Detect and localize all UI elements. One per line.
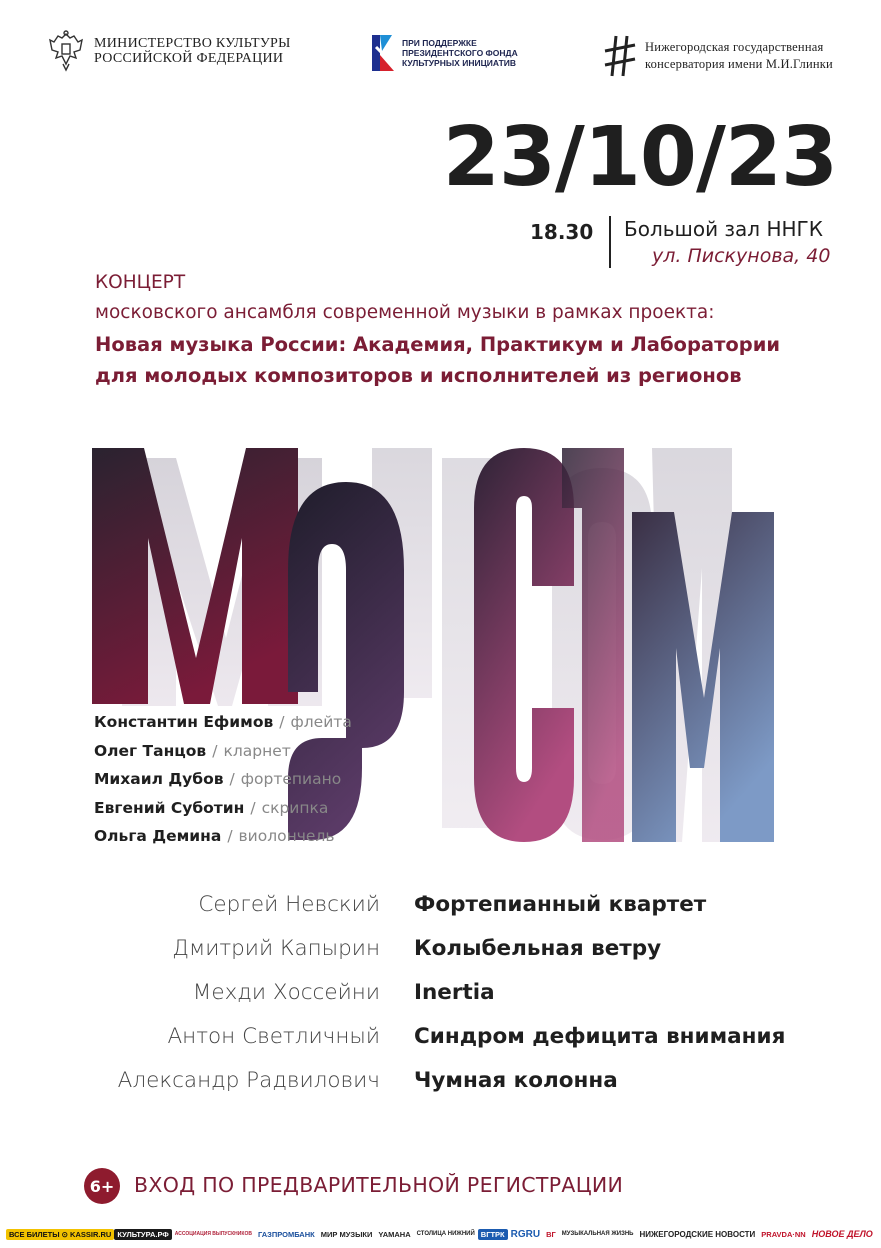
program-piece: Чумная колонна — [414, 1068, 618, 1093]
partner-logo: МИР МУЗЫКИ — [320, 1229, 373, 1239]
performer-name: Михаил Дубов — [94, 770, 224, 788]
conservatory-logo — [603, 34, 833, 78]
program-row — [0, 1068, 881, 1112]
pfki-line-2: ПРЕЗИДЕНТСКОГО ФОНДА — [402, 48, 518, 58]
pfki-line-3: КУЛЬТУРНЫХ ИНИЦИАТИВ — [402, 58, 517, 68]
age-rating-badge: 6+ — [84, 1168, 120, 1204]
performer-row — [94, 737, 352, 766]
ministry-line-1: МИНИСТЕРСТВО КУЛЬТУРЫ — [94, 36, 291, 51]
event-time: 18.30 — [530, 220, 594, 244]
conservatory-line-2: консерватория имени М.И.Глинки — [645, 57, 833, 71]
event-date: 23/10/23 — [442, 110, 837, 205]
performer-separator: / — [279, 713, 285, 731]
eagle-emblem-icon — [48, 30, 84, 72]
performers-list — [94, 708, 352, 851]
program-piece: Колыбельная ветру — [414, 936, 662, 961]
sharp-sign-icon — [603, 34, 637, 78]
partner-logo: КУЛЬТУРА.РФ — [114, 1229, 171, 1240]
ministry-logo — [48, 30, 291, 72]
program-composer: Мехди Хоссейни — [192, 980, 380, 1005]
partner-logo: ВГТРК — [478, 1229, 508, 1240]
performer-row — [94, 794, 352, 823]
performer-name: Евгений Суботин — [94, 798, 245, 817]
partner-logo: НИЖЕГОРОДСКИЕ НОВОСТИ — [639, 1229, 756, 1239]
partners-strip — [6, 1226, 876, 1242]
program-row — [0, 1024, 881, 1068]
partner-logo: ГАЗПРОМБАНК — [257, 1229, 315, 1239]
time-venue-divider — [609, 216, 611, 268]
performer-name: Ольга Демина — [94, 827, 222, 845]
performer-row — [94, 708, 352, 737]
program-piece: Синдром дефицита внимания — [414, 1024, 786, 1049]
conservatory-line-1: Нижегородская государственная — [645, 40, 824, 54]
performer-separator: / — [212, 741, 218, 760]
concert-title-line-1: Новая музыка России: Академия, Практикум и Лаборатории — [95, 333, 781, 356]
event-venue: Большой зал ННГК — [624, 217, 823, 241]
ministry-line-2: РОССИЙСКОЙ ФЕДЕРАЦИИ — [94, 51, 284, 66]
program-row — [0, 980, 881, 1024]
performer-instrument: виолончель — [238, 827, 335, 845]
partner-logo: НОВОЕ ДЕЛО — [811, 1229, 873, 1239]
performer-row — [94, 822, 352, 851]
performer-name: Олег Танцов — [94, 741, 207, 760]
program-composer: Сергей Невский — [198, 892, 380, 917]
performer-separator: / — [250, 798, 256, 817]
program-row — [0, 892, 881, 936]
partner-logo: ВГ — [546, 1229, 556, 1239]
program-composer: Дмитрий Капырин — [172, 936, 380, 961]
program-composer: Антон Светличный — [167, 1024, 380, 1049]
performer-row — [94, 765, 352, 794]
performer-separator: / — [227, 827, 233, 845]
performer-separator: / — [229, 770, 235, 788]
pfki-flag-icon — [366, 33, 396, 73]
partner-logo: АССОЦИАЦИЯ ВЫПУСКНИКОВ — [174, 1231, 252, 1237]
program-list — [0, 892, 881, 1112]
performer-instrument: кларнет — [223, 741, 291, 760]
concert-subtitle: московского ансамбля современной музыки в рамках проекта: — [95, 302, 715, 323]
partner-logo: СТОЛИЦА НИЖНИЙ — [416, 1231, 475, 1237]
performer-name: Константин Ефимов — [94, 713, 274, 731]
performer-instrument: скрипка — [261, 798, 329, 817]
event-address: ул. Пискунова, 40 — [652, 245, 831, 267]
concert-heading: КОНЦЕРТ — [95, 272, 186, 293]
partner-logo: МУЗЫКАЛЬНАЯ ЖИЗНЬ — [561, 1231, 634, 1237]
program-row — [0, 936, 881, 980]
program-piece: Inertia — [414, 980, 495, 1005]
performer-instrument: флейта — [290, 713, 352, 731]
partner-logo: RGRU — [510, 1228, 541, 1240]
pfki-logo — [366, 33, 518, 73]
partner-logo: YAMAHA — [378, 1229, 411, 1239]
program-piece: Фортепианный квартет — [414, 892, 707, 917]
performer-instrument: фортепиано — [240, 770, 342, 788]
concert-title-line-2: для молодых композиторов и исполнителей из регионов — [95, 364, 742, 387]
program-composer: Александр Радвилович — [117, 1068, 380, 1093]
pfki-line-1: ПРИ ПОДДЕРЖКЕ — [402, 38, 477, 48]
registration-notice: ВХОД ПО ПРЕДВАРИТЕЛЬНОЙ РЕГИСТРАЦИИ — [134, 1173, 624, 1197]
partner-logo: ВСЕ БИЛЕТЫ ⊙ KASSIR.RU — [6, 1229, 114, 1240]
partner-logo: PRAVDA·NN — [761, 1229, 806, 1239]
